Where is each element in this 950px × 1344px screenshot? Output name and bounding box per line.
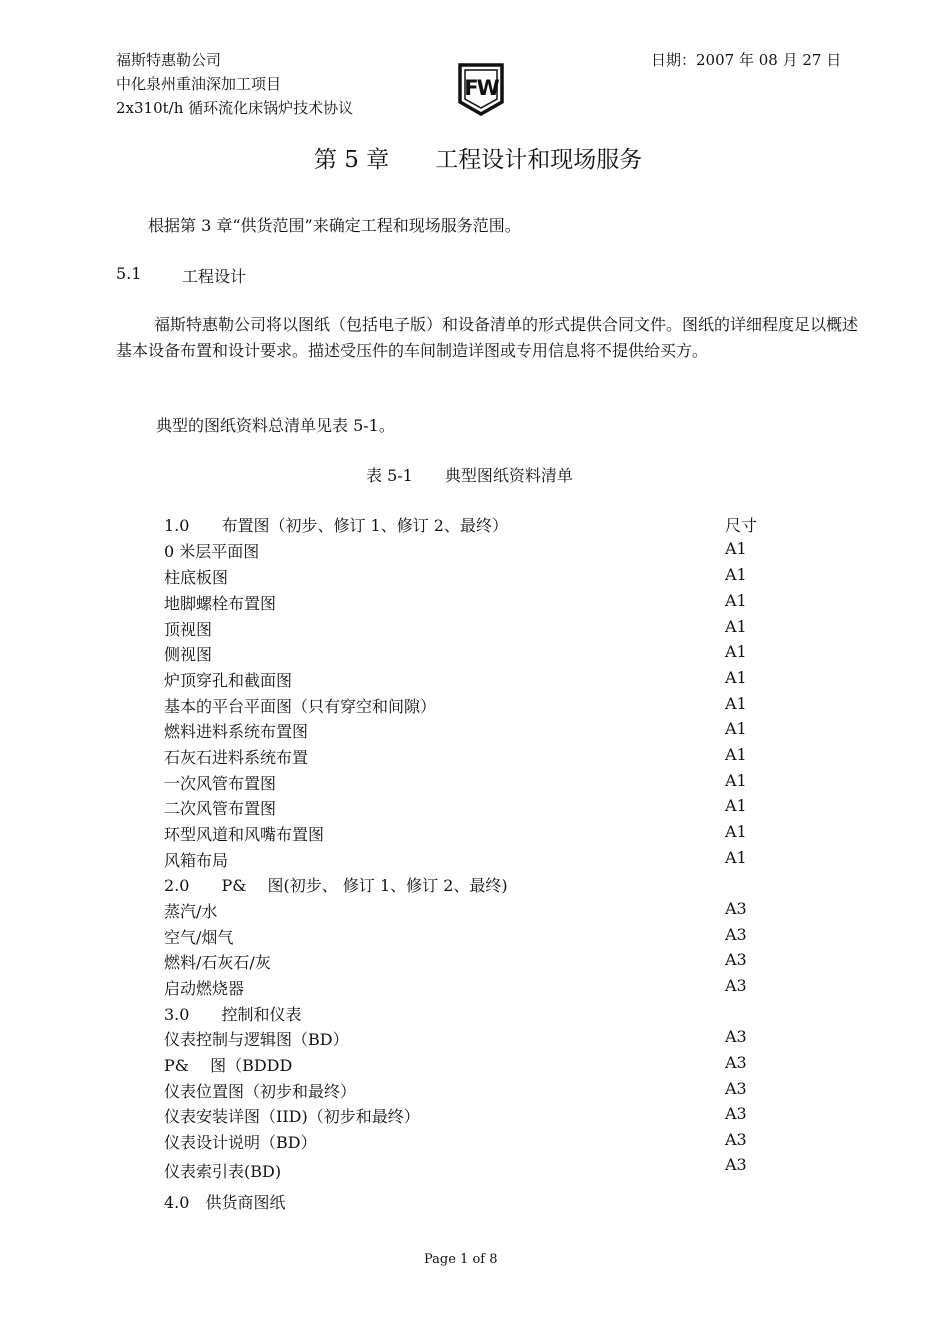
row-size: A3 — [725, 1079, 747, 1098]
table-caption: 表 5-1 典型图纸资料清单 — [366, 466, 573, 485]
table-row — [164, 873, 764, 897]
fw-logo-icon — [457, 62, 505, 116]
row-size: A3 — [725, 950, 747, 969]
row-label: 仪表设计说明（BD） — [164, 1133, 317, 1152]
row-label: 启动燃烧器 — [164, 979, 245, 998]
row-size: A1 — [725, 668, 747, 687]
row-label: 仪表控制与逻辑图（BD） — [164, 1030, 349, 1049]
row-size: A3 — [725, 1130, 747, 1149]
row-size: A1 — [725, 745, 747, 764]
row-size: A3 — [725, 1027, 747, 1046]
row-label: 侧视图 — [164, 645, 213, 664]
table-row — [164, 976, 764, 1000]
row-size: A3 — [725, 1053, 747, 1072]
row-label: 一次风管布置图 — [164, 774, 277, 793]
table-row — [164, 745, 764, 769]
row-size: A1 — [725, 591, 747, 610]
table-row — [164, 539, 764, 563]
table-row — [164, 1002, 764, 1026]
row-size: A1 — [725, 771, 747, 790]
svg-text:FW: FW — [464, 76, 498, 100]
paragraph-drawings: 福斯特惠勒公司将以图纸（包括电子版）和设备清单的形式提供合同文件。图纸的详细程度足以概述基本设备布置和设计要求。描述受压件的车间制造详图或专用信息将不提供给买方。 — [116, 315, 859, 360]
row-label: 炉顶穿孔和截面图 — [164, 671, 293, 690]
table-row — [164, 1104, 764, 1128]
row-size: A1 — [725, 539, 747, 558]
table-row — [164, 694, 764, 718]
table-row — [164, 1130, 764, 1154]
paragraph-table-ref: 典型的图纸资料总清单见表 5-1。 — [156, 416, 395, 435]
table-row — [164, 1079, 764, 1103]
table-row — [164, 1027, 764, 1051]
table-row — [164, 796, 764, 820]
row-size: A3 — [725, 976, 747, 995]
table-row — [164, 668, 764, 692]
row-label: 仪表安装详图（IID)（初步和最终） — [164, 1107, 420, 1126]
row-label: 二次风管布置图 — [164, 799, 277, 818]
header-date: 日期：2007 年 08 月 27 日 — [651, 51, 842, 69]
table-row — [164, 899, 764, 923]
table-row — [164, 617, 764, 641]
intro-text: 根据第 3 章“供货范围”来确定工程和现场服务范围。 — [148, 216, 521, 235]
header-company: 福斯特惠勒公司 — [116, 51, 222, 69]
table-row — [164, 642, 764, 666]
row-size: A1 — [725, 565, 747, 584]
row-label: 2.0 P& 图(初步、 修订 1、修订 2、最终) — [164, 876, 508, 895]
table-row — [164, 565, 764, 589]
row-size: 尺寸 — [725, 516, 758, 535]
row-label: 基本的平台平面图（只有穿空和间隙） — [164, 697, 437, 716]
table-row — [164, 925, 764, 949]
header-project: 中化泉州重油深加工项目 — [116, 75, 282, 93]
row-label: 仪表位置图（初步和最终） — [164, 1082, 357, 1101]
row-label: 柱底板图 — [164, 568, 229, 587]
table-row — [164, 513, 764, 537]
row-label: 燃料进料系统布置图 — [164, 722, 309, 741]
row-label: 0 米层平面图 — [164, 542, 260, 561]
row-size: A1 — [725, 796, 747, 815]
table-row — [164, 771, 764, 795]
row-label: 地脚螺栓布置图 — [164, 594, 277, 613]
row-label: 燃料/石灰石/灰 — [164, 953, 271, 972]
row-size: A1 — [725, 694, 747, 713]
row-label: P& 图（BDDD — [164, 1056, 293, 1075]
table-row — [164, 719, 764, 743]
header-agreement: 2x310t/h 循环流化床锅炉技术协议 — [116, 99, 354, 117]
table-row — [164, 1155, 764, 1183]
row-size: A1 — [725, 719, 747, 738]
row-label: 空气/烟气 — [164, 928, 234, 947]
table-row — [164, 848, 764, 872]
row-label: 风箱布局 — [164, 851, 229, 870]
row-size: A3 — [725, 925, 747, 944]
row-label: 仪表索引表(BD) — [164, 1162, 282, 1181]
row-size: A3 — [725, 1155, 747, 1174]
section-number: 5.1 — [116, 264, 142, 283]
row-label: 顶视图 — [164, 620, 213, 639]
row-label: 环型风道和风嘴布置图 — [164, 825, 325, 844]
table-row — [164, 1053, 764, 1077]
row-size: A3 — [725, 899, 747, 918]
row-label: 4.0 供货商图纸 — [164, 1193, 286, 1212]
table-row — [164, 591, 764, 615]
row-size: A1 — [725, 822, 747, 841]
row-label: 3.0 控制和仪表 — [164, 1005, 302, 1024]
row-size: A1 — [725, 642, 747, 661]
row-label: 蒸汽/水 — [164, 902, 218, 921]
table-row — [164, 822, 764, 846]
section-title: 工程设计 — [182, 267, 247, 286]
chapter-title: 第 5 章 工程设计和现场服务 — [314, 147, 643, 173]
row-label: 石灰石进料系统布置 — [164, 748, 309, 767]
table-row — [164, 1190, 764, 1214]
page-number: Page 1 of 8 — [424, 1252, 498, 1267]
row-size: A1 — [725, 848, 747, 867]
row-label: 1.0 布置图（初步、修订 1、修订 2、最终） — [164, 516, 508, 535]
table-row — [164, 950, 764, 974]
foster-wheeler-logo — [457, 62, 505, 116]
row-size: A3 — [725, 1104, 747, 1123]
row-size: A1 — [725, 617, 747, 636]
